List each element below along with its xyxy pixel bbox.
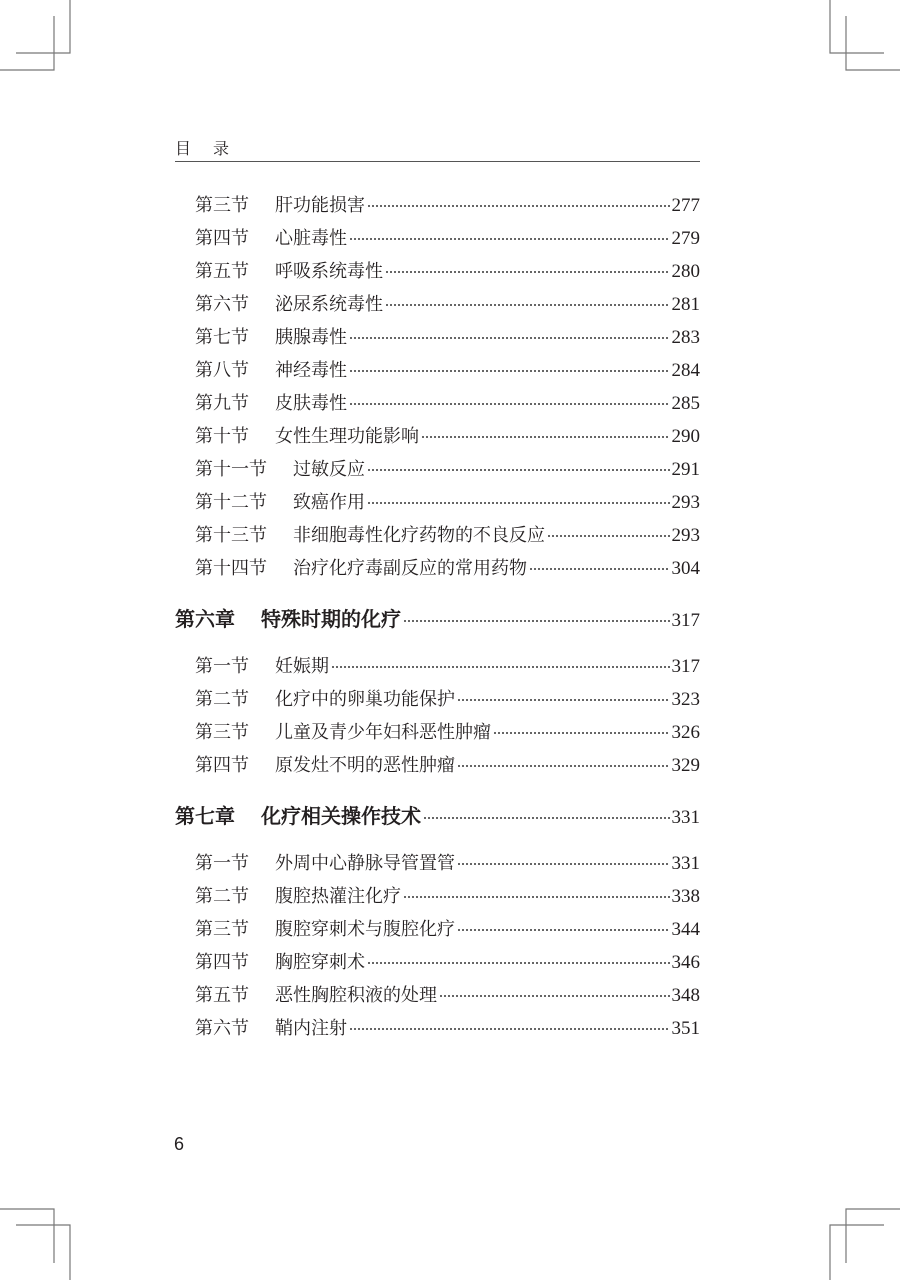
running-header <box>175 136 251 159</box>
header-rule <box>175 161 700 162</box>
toc-section-entry[interactable] <box>175 420 700 453</box>
entry-label: 第六节 <box>195 294 249 315</box>
entry-label: 第七节 <box>195 327 249 348</box>
entry-title: 特殊时期的化疗 <box>261 607 401 631</box>
entry-label: 第五节 <box>195 985 249 1006</box>
dot-leader <box>385 271 670 273</box>
entry-label: 第十三节 <box>195 525 267 546</box>
entry-label: 第三节 <box>195 195 249 216</box>
entry-title: 肝功能损害 <box>275 195 365 216</box>
dot-leader <box>349 337 670 339</box>
entry-title: 神经毒性 <box>275 360 347 381</box>
entry-page: 329 <box>671 755 700 776</box>
toc-section-entry[interactable] <box>175 847 700 880</box>
entry-page: 351 <box>671 1018 700 1039</box>
entry-label: 第三节 <box>195 722 249 743</box>
entry-title: 呼吸系统毒性 <box>275 261 383 282</box>
entry-title: 恶性胸腔积液的处理 <box>275 985 437 1006</box>
toc-section-entry[interactable] <box>175 979 700 1012</box>
entry-page: 346 <box>671 952 700 973</box>
entry-page: 283 <box>671 327 700 348</box>
toc-section-entry[interactable] <box>175 255 700 288</box>
entry-label: 第十二节 <box>195 492 267 513</box>
entry-page: 291 <box>671 459 700 480</box>
entry-label: 第十一节 <box>195 459 267 480</box>
entry-title: 腹腔穿刺术与腹腔化疗 <box>275 919 455 940</box>
entry-label: 第二节 <box>195 886 249 907</box>
dot-leader <box>349 238 670 240</box>
entry-title: 过敏反应 <box>293 459 365 480</box>
dot-leader <box>349 1028 670 1030</box>
dot-leader <box>331 666 670 668</box>
entry-page: 344 <box>671 919 700 940</box>
dot-leader <box>529 568 670 570</box>
entry-page: 304 <box>671 558 700 579</box>
toc-section-entry[interactable] <box>175 321 700 354</box>
entry-title: 女性生理功能影响 <box>275 426 419 447</box>
entry-page: 323 <box>671 689 700 710</box>
entry-page: 317 <box>671 656 700 677</box>
entry-page: 331 <box>671 807 700 828</box>
entry-page: 293 <box>671 492 700 513</box>
toc-section-entry[interactable] <box>175 453 700 486</box>
toc-section-entry[interactable] <box>175 486 700 519</box>
entry-page: 277 <box>671 195 700 216</box>
dot-leader <box>385 304 670 306</box>
entry-title: 泌尿系统毒性 <box>275 294 383 315</box>
entry-label: 第十四节 <box>195 558 267 579</box>
entry-title: 致癌作用 <box>293 492 365 513</box>
entry-label: 第七章 <box>175 804 235 828</box>
dot-leader <box>423 817 670 819</box>
entry-page: 284 <box>671 360 700 381</box>
dot-leader <box>403 620 670 622</box>
toc-section-entry[interactable] <box>175 222 700 255</box>
dot-leader <box>403 896 670 898</box>
dot-leader <box>439 995 670 997</box>
entry-title: 妊娠期 <box>275 656 329 677</box>
entry-label: 第八节 <box>195 360 249 381</box>
entry-page: 326 <box>671 722 700 743</box>
entry-label: 第九节 <box>195 393 249 414</box>
entry-page: 285 <box>671 393 700 414</box>
dot-leader <box>457 765 670 767</box>
toc-section-entry[interactable] <box>175 552 700 585</box>
toc-section-entry[interactable] <box>175 946 700 979</box>
header-label: 目 <box>175 139 192 158</box>
entry-label: 第六节 <box>195 1018 249 1039</box>
entry-label: 第五节 <box>195 261 249 282</box>
toc-chapter-entry[interactable] <box>175 603 700 636</box>
toc-section-entry[interactable] <box>175 913 700 946</box>
header-label: 录 <box>213 139 230 158</box>
entry-title: 鞘内注射 <box>275 1018 347 1039</box>
toc-section-entry[interactable] <box>175 650 700 683</box>
toc-section-entry[interactable] <box>175 519 700 552</box>
entry-page: 281 <box>671 294 700 315</box>
entry-page: 331 <box>671 853 700 874</box>
entry-label: 第一节 <box>195 853 249 874</box>
toc-section-entry[interactable] <box>175 683 700 716</box>
entry-page: 338 <box>671 886 700 907</box>
dot-leader <box>367 469 670 471</box>
dot-leader <box>349 403 670 405</box>
toc-chapter-entry[interactable] <box>175 800 700 833</box>
entry-label: 第三节 <box>195 919 249 940</box>
entry-title: 化疗相关操作技术 <box>261 804 421 828</box>
dot-leader <box>457 863 670 865</box>
entry-title: 胸腔穿刺术 <box>275 952 365 973</box>
entry-title: 非细胞毒性化疗药物的不良反应 <box>293 525 545 546</box>
entry-title: 皮肤毒性 <box>275 393 347 414</box>
entry-label: 第四节 <box>195 952 249 973</box>
entry-page: 348 <box>671 985 700 1006</box>
entry-title: 原发灶不明的恶性肿瘤 <box>275 755 455 776</box>
dot-leader <box>457 929 670 931</box>
entry-page: 290 <box>671 426 700 447</box>
dot-leader <box>493 732 670 734</box>
table-of-contents <box>175 189 700 1045</box>
entry-page: 293 <box>671 525 700 546</box>
dot-leader <box>349 370 670 372</box>
entry-title: 化疗中的卵巢功能保护 <box>275 689 455 710</box>
entry-label: 第一节 <box>195 656 249 677</box>
toc-section-entry[interactable] <box>175 288 700 321</box>
entry-label: 第六章 <box>175 607 235 631</box>
entry-title: 儿童及青少年妇科恶性肿瘤 <box>275 722 491 743</box>
entry-title: 腹腔热灌注化疗 <box>275 886 401 907</box>
entry-page: 280 <box>671 261 700 282</box>
entry-label: 第十节 <box>195 426 249 447</box>
entry-label: 第四节 <box>195 228 249 249</box>
dot-leader <box>421 436 670 438</box>
entry-title: 心脏毒性 <box>275 228 347 249</box>
entry-page: 317 <box>671 610 700 631</box>
dot-leader <box>367 962 670 964</box>
entry-title: 外周中心静脉导管置管 <box>275 853 455 874</box>
toc-section-entry[interactable] <box>175 749 700 782</box>
dot-leader <box>367 502 670 504</box>
entry-label: 第二节 <box>195 689 249 710</box>
page-number: 6 <box>174 1134 185 1154</box>
toc-section-entry[interactable] <box>175 1012 700 1045</box>
toc-section-entry[interactable] <box>175 189 700 222</box>
entry-label: 第四节 <box>195 755 249 776</box>
toc-section-entry[interactable] <box>175 354 700 387</box>
toc-section-entry[interactable] <box>175 880 700 913</box>
dot-leader <box>547 535 670 537</box>
dot-leader <box>457 699 670 701</box>
entry-title: 治疗化疗毒副反应的常用药物 <box>293 558 527 579</box>
entry-page: 279 <box>671 228 700 249</box>
dot-leader <box>367 205 670 207</box>
toc-section-entry[interactable] <box>175 387 700 420</box>
toc-section-entry[interactable] <box>175 716 700 749</box>
entry-title: 胰腺毒性 <box>275 327 347 348</box>
